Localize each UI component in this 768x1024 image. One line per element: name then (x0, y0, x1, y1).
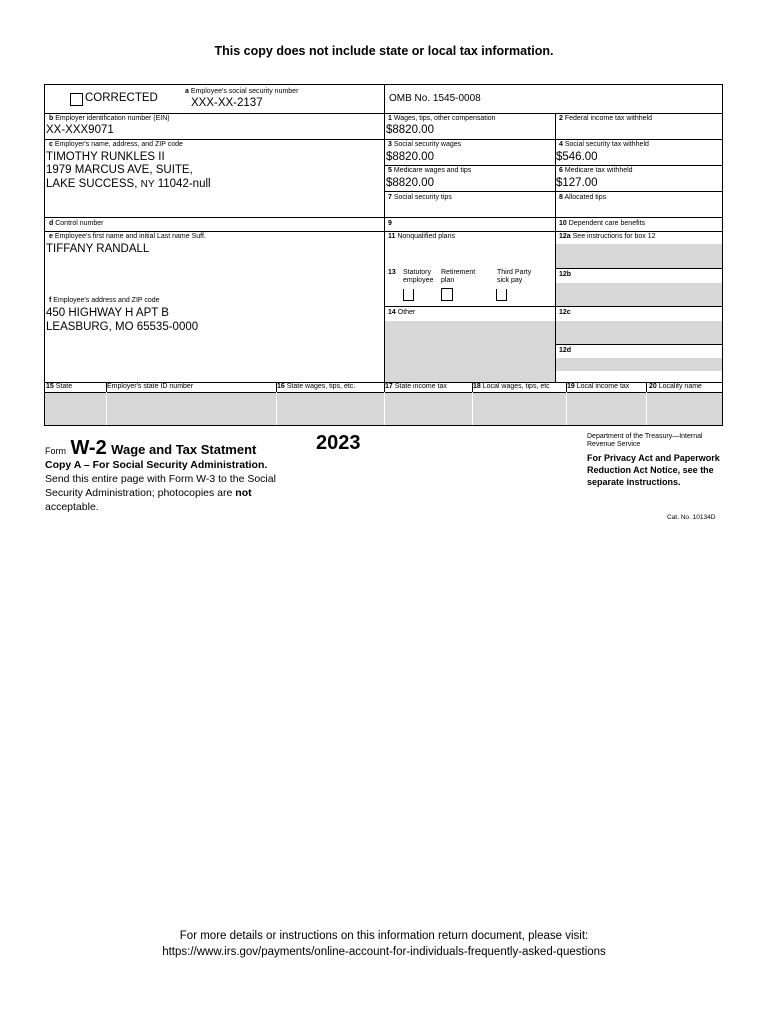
box-19-label: Local income tax (576, 383, 630, 390)
footer-instructions: For more details or instructions on this information return document, please visit: (179, 930, 589, 942)
employer-ein: XX-XXX9071 (46, 124, 114, 136)
box-3-num: 3 (388, 141, 392, 148)
box-8-num: 8 (559, 194, 563, 201)
box-11-num: 11 (388, 233, 396, 240)
box-6-num: 6 (559, 167, 563, 174)
divider (276, 392, 277, 425)
box-12a-num: 12a (559, 233, 571, 240)
catalog-number: Cat. No. 10134D (667, 514, 716, 521)
employer-city: LAKE SUCCESS, (46, 178, 138, 190)
box-20-num: 20 (649, 383, 657, 390)
box-e-letter: e (49, 233, 53, 240)
employer-name: TIMOTHY RUNKLES II (46, 151, 165, 163)
box-12a-label: See instructions for box 12 (572, 233, 656, 240)
box-a-letter: a (185, 88, 189, 95)
employee-address: 450 HIGHWAY H APT B (46, 307, 169, 319)
box-6-value: $127.00 (556, 177, 598, 189)
box-4-num: 4 (559, 141, 563, 148)
box-3-label: Social security wages (393, 141, 462, 148)
copy-a-heading: Copy A – For Social Security Administration. (45, 459, 268, 471)
employer-state: NY (140, 179, 155, 190)
corrected-label: CORRECTED (85, 92, 158, 104)
box-12d-num: 12d (559, 347, 572, 354)
box-1-value: $8820.00 (386, 124, 434, 136)
statutory-employee-label: Statutory employee (403, 269, 434, 284)
form-title-line (45, 437, 256, 460)
box-d-letter: d (49, 220, 54, 227)
box-12b-num: 12b (559, 271, 572, 278)
box-c-letter: c (49, 141, 53, 148)
employer-city-line (46, 178, 211, 191)
box-e-label: Employee's first name and initial Last name Suff. (54, 233, 206, 240)
employer-address: 1979 MARCUS AVE, SUITE, (46, 164, 193, 176)
box-17-num: 17 (385, 383, 393, 390)
retirement-plan-label: Retirement plan (441, 269, 476, 284)
divider (384, 392, 385, 425)
box-17-label: State income tax (394, 383, 447, 390)
form-word: Form (45, 446, 66, 456)
box-18-num: 18 (473, 383, 481, 390)
divider (472, 392, 473, 425)
box-14-shade (385, 321, 555, 382)
box-12c-shade (556, 321, 722, 344)
privacy-notice: For Privacy Act and Paperwork Reduction Act Notice, see the separate instructions. (587, 453, 720, 487)
w2-form (44, 84, 723, 426)
box-15-num: 15 (46, 383, 54, 390)
box-f-label: Employee's address and ZIP code (53, 297, 160, 304)
employer-zip: 11042-null (157, 178, 211, 190)
box-5-label: Medicare wages and tips (393, 167, 472, 174)
box-b-label: Employer identification number (EIN) (55, 115, 170, 122)
omb-number: OMB No. 1545-0008 (389, 93, 481, 104)
box-d-label: Control number (55, 220, 104, 227)
box-5-num: 5 (388, 167, 392, 174)
box-12b-shade (556, 283, 722, 306)
box-8-label: Allocated tips (564, 194, 607, 201)
box-5-value: $8820.00 (386, 177, 434, 189)
box-10-label: Dependent care benefits (568, 220, 646, 227)
employee-name: TIFFANY RANDALL (46, 243, 150, 255)
box-b-letter: b (49, 115, 54, 122)
corrected-checkbox[interactable] (70, 93, 83, 106)
divider (106, 392, 107, 425)
box-6-label: Medicare tax withheld (564, 167, 633, 174)
box-19-num: 19 (567, 383, 575, 390)
box-18-label: Local wages, tips, etc (482, 383, 550, 390)
box-a-label: Employee's social security number (190, 88, 299, 95)
box-13-num: 13 (388, 269, 396, 276)
tax-year: 2023 (316, 432, 361, 454)
box-12d-shade (556, 358, 722, 371)
employee-ssn: XXX-XX-2137 (191, 97, 263, 109)
box-9-num: 9 (388, 220, 392, 227)
box-c-label: Employer's name, address, and ZIP code (54, 141, 183, 148)
divider (555, 344, 722, 345)
statutory-employee-checkbox[interactable] (403, 289, 414, 301)
divider (566, 392, 567, 425)
employee-city-line: LEASBURG, MO 65535-0000 (46, 321, 199, 333)
box-12c-num: 12c (559, 309, 571, 316)
third-party-sick-pay-label: Third Party sick pay (497, 269, 532, 284)
copy-notice: This copy does not include state or local tax information. (214, 44, 554, 58)
footer-url[interactable]: https://www.irs.gov/payments/online-account-for-individuals-frequently-asked-questions (162, 946, 606, 958)
box-14-label: Other (397, 309, 416, 316)
send-end: acceptable. (45, 501, 99, 513)
box-4-value: $546.00 (556, 151, 598, 163)
retirement-plan-checkbox[interactable] (441, 288, 453, 301)
box-2-label: Federal income tax withheld (564, 115, 653, 122)
form-name: W-2 (70, 437, 107, 459)
box-12a-shade (556, 244, 722, 268)
divider (384, 306, 722, 307)
treasury-department: Department of the Treasury—Internal Revenue Service (587, 433, 703, 448)
box-4-label: Social security tax withheld (564, 141, 649, 148)
box-7-label: Social security tips (393, 194, 452, 201)
box-14-num: 14 (388, 309, 396, 316)
divider (555, 268, 722, 269)
box-2-num: 2 (559, 115, 563, 122)
third-party-sick-pay-checkbox[interactable] (496, 289, 507, 301)
box-f-letter: f (49, 297, 52, 304)
box-15-label: State (55, 383, 73, 390)
divider (646, 392, 647, 425)
send-instructions (45, 472, 305, 514)
box-10-num: 10 (559, 220, 567, 227)
box-16-num: 16 (277, 383, 285, 390)
box-20-label: Locality name (658, 383, 702, 390)
box-11-label: Nonqualified plans (397, 233, 455, 240)
divider (384, 191, 722, 192)
box-16-label: State wages, tips, etc. (286, 383, 356, 390)
send-text: Send this entire page with Form W-3 to the Social Security Administration; photocopies are (45, 473, 276, 499)
box-7-num: 7 (388, 194, 392, 201)
box-3-value: $8820.00 (386, 151, 434, 163)
box-1-label: Wages, tips, other compensation (393, 115, 496, 122)
form-title: Wage and Tax Statment (111, 442, 257, 457)
employer-state-id-label: Employer's state ID number (107, 383, 194, 390)
divider (384, 165, 722, 166)
send-not: not (235, 487, 252, 499)
box-1-num: 1 (388, 115, 392, 122)
